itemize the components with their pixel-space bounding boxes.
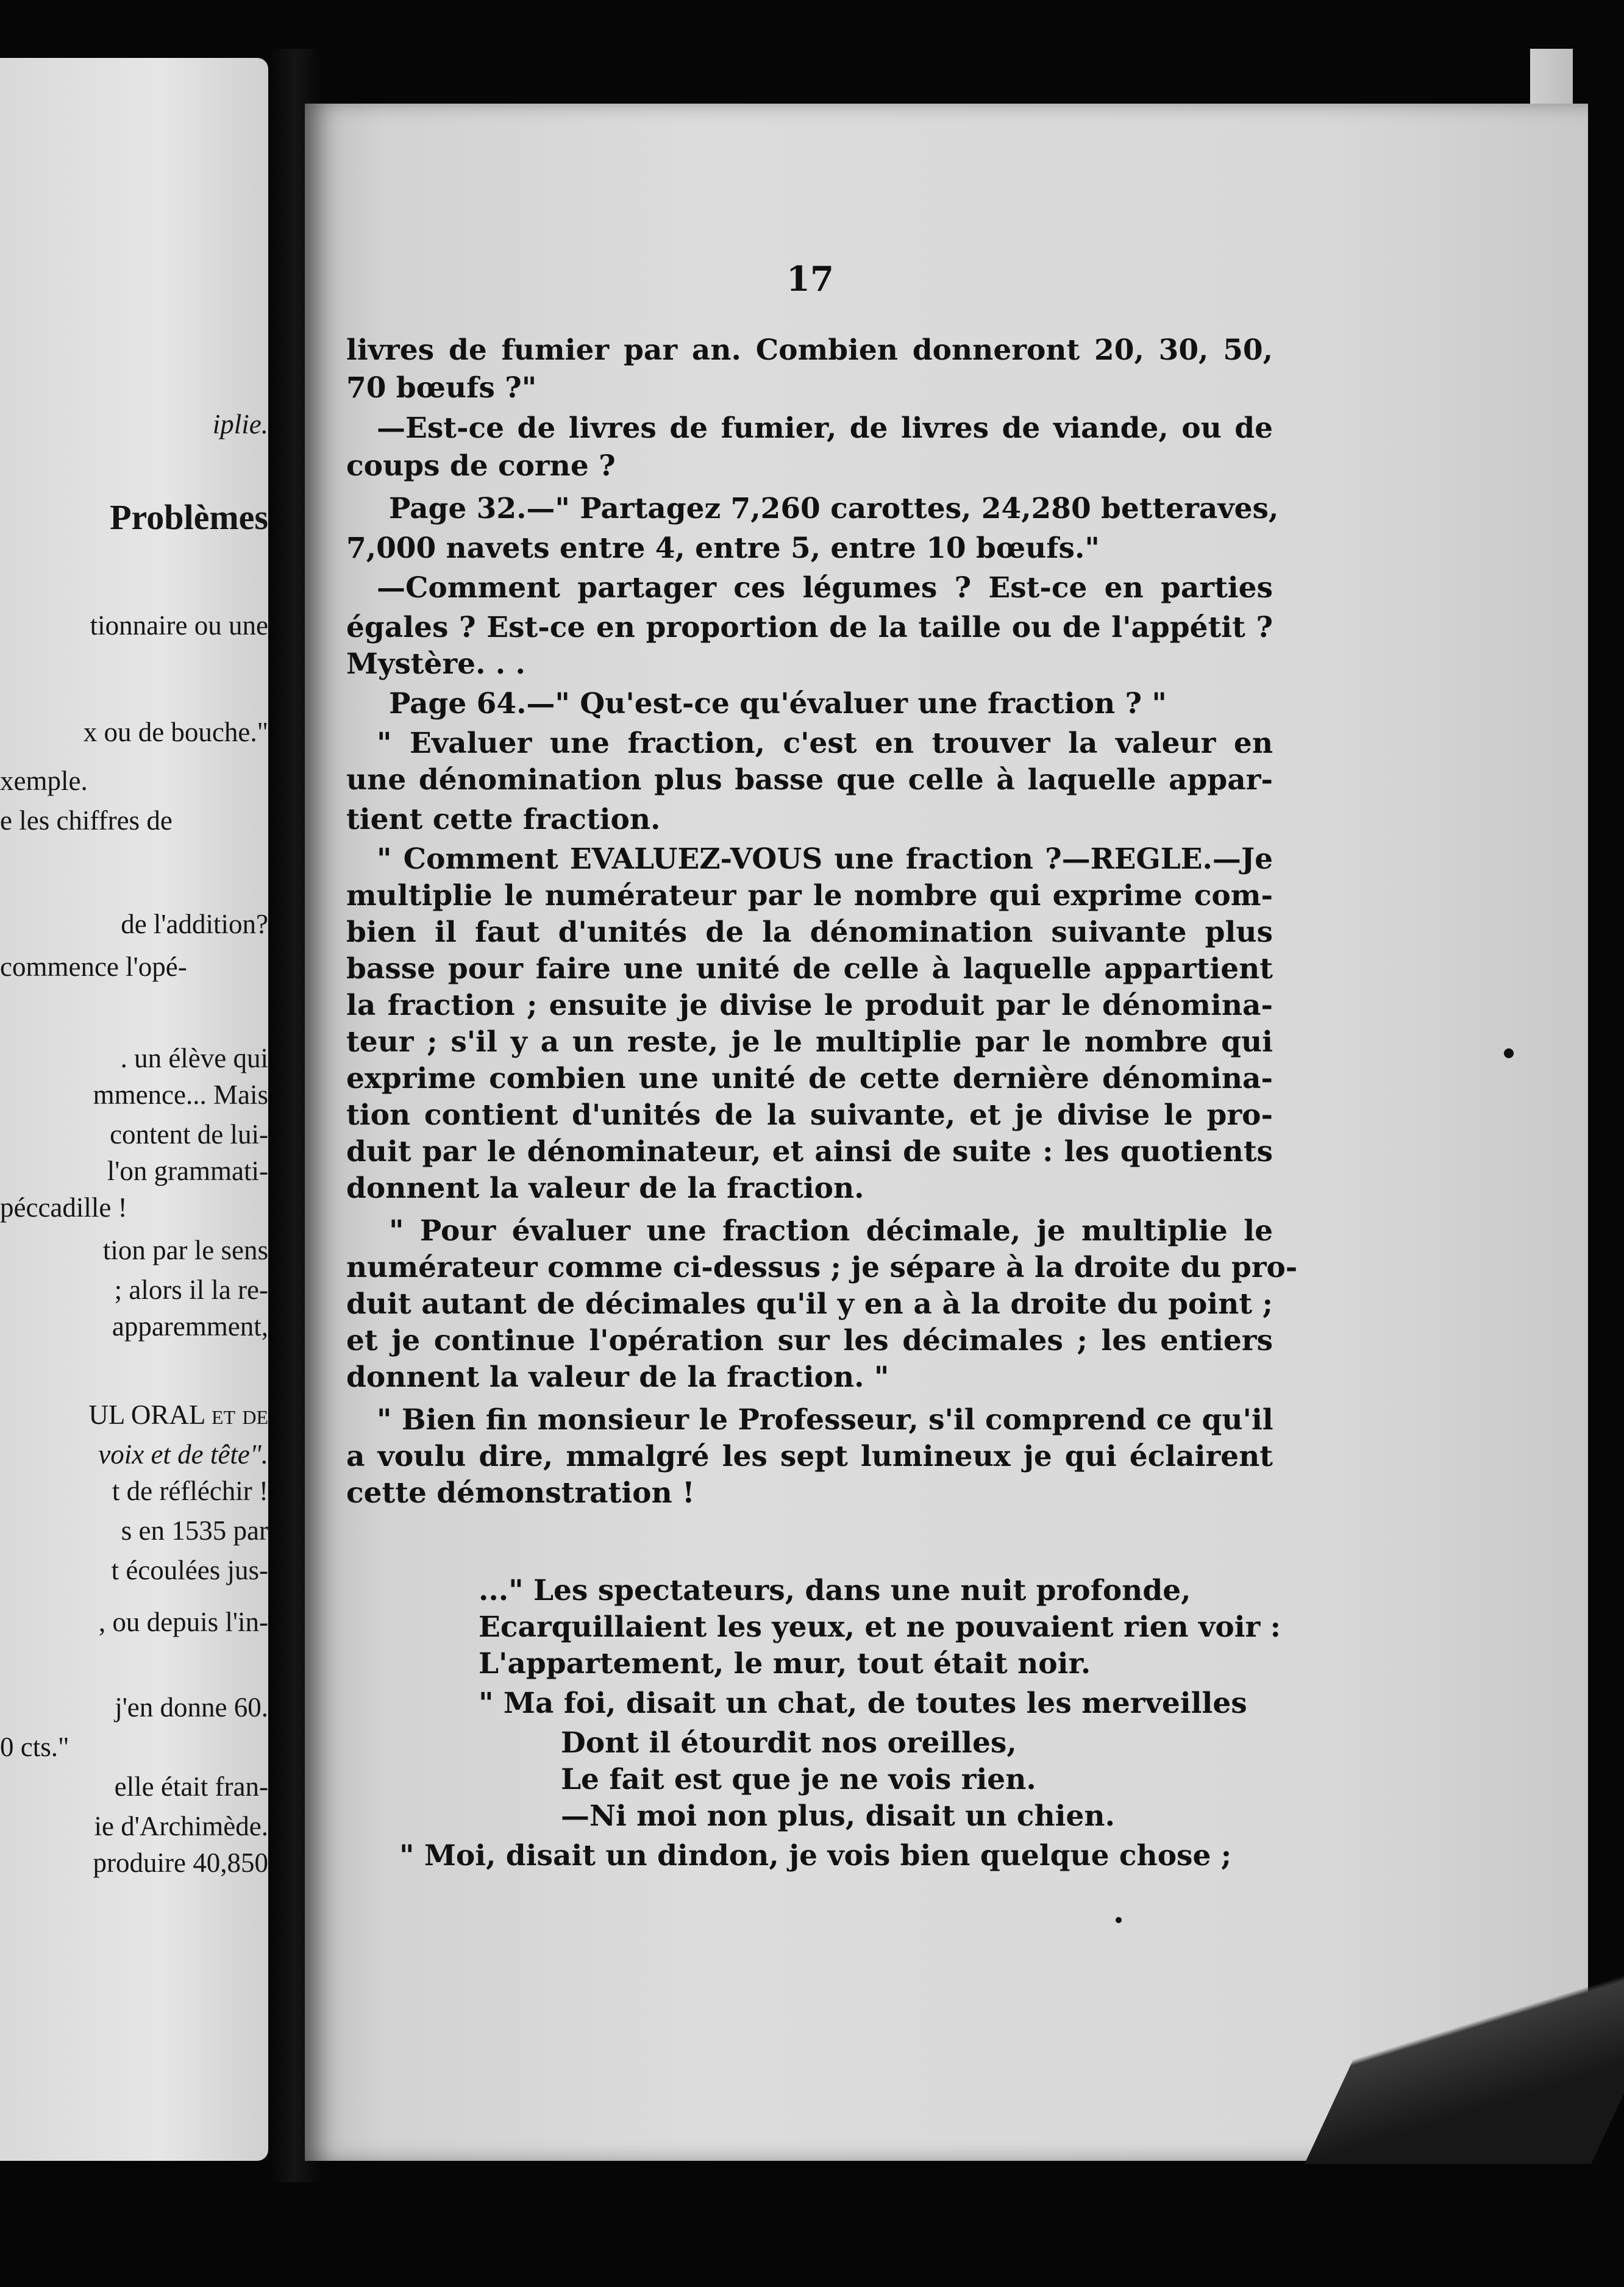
- body-line: " Bien fin monsieur le Professeur, s'il comprend ce qu'il: [377, 1403, 1273, 1437]
- left-line: l'on grammati-: [107, 1156, 268, 1186]
- left-line: , ou depuis l'in-: [98, 1607, 268, 1637]
- left-line: xemple.: [0, 766, 88, 796]
- body-line: exprime combien une unité de cette dernière dénomina-: [346, 1062, 1273, 1095]
- body-line: cette démonstration !: [346, 1476, 695, 1510]
- verse-line: " Ma foi, disait un chat, de toutes les merveilles: [479, 1687, 1247, 1720]
- body-line: " Pour évaluer une fraction décimale, je multiplie le: [389, 1214, 1273, 1248]
- body-line: donnent la valeur de la fraction.: [346, 1172, 864, 1205]
- left-line: apparemment,: [112, 1311, 268, 1342]
- body-line: tion contient d'unités de la suivante, et je divise le pro-: [346, 1098, 1273, 1132]
- ink-speck: [1116, 1917, 1122, 1923]
- left-line: UL ORAL et de: [88, 1400, 268, 1430]
- page-number: 17: [786, 259, 834, 299]
- body-line: une dénomination plus basse que celle à laquelle appar-: [346, 763, 1273, 797]
- verse-line: ..." Les spectateurs, dans une nuit profonde,: [479, 1574, 1191, 1607]
- body-line: " Evaluer une fraction, c'est en trouver la valeur en: [377, 727, 1273, 760]
- body-line: duit autant de décimales qu'il y en a à la droite du point ;: [346, 1287, 1273, 1321]
- body-line: multiplie le numérateur par le nombre qui exprime com-: [346, 879, 1273, 912]
- body-line: basse pour faire une unité de celle à laquelle appartient: [346, 952, 1273, 986]
- body-line: Page 32.—" Partagez 7,260 carottes, 24,280 betteraves,: [389, 492, 1279, 525]
- left-line: tionnaire ou une: [90, 610, 268, 641]
- left-line: de l'addition?: [121, 909, 268, 939]
- body-line: et je continue l'opération sur les décimales ; les entiers: [346, 1324, 1273, 1357]
- left-line: t de réfléchir !: [112, 1476, 268, 1506]
- body-line: Mystère. . .: [346, 647, 525, 681]
- body-line: coups de corne ?: [346, 449, 616, 483]
- left-heading: Problèmes: [110, 497, 268, 537]
- left-line: content de lui-: [110, 1119, 268, 1150]
- verse-line: —Ni moi non plus, disait un chien.: [561, 1799, 1115, 1833]
- body-line: numérateur comme ci-dessus ; je sépare à la droite du pro-: [346, 1251, 1298, 1284]
- body-line: duit par le dénominateur, et ainsi de suite : les quotients: [346, 1135, 1273, 1168]
- body-line: Page 64.—" Qu'est-ce qu'évaluer une fraction ? ": [389, 687, 1167, 720]
- body-line: 70 bœufs ?": [346, 371, 537, 405]
- left-line: elle était fran-: [114, 1771, 268, 1802]
- left-line: produire 40,850: [93, 1848, 268, 1878]
- left-line: voix et de tête".: [98, 1439, 268, 1470]
- left-line: mmence... Mais: [93, 1079, 268, 1110]
- verse-line: Le fait est que je ne vois rien.: [561, 1763, 1036, 1796]
- left-line: 0 cts.": [0, 1732, 69, 1762]
- left-line: . un élève qui: [120, 1043, 268, 1073]
- left-facing-page: [0, 58, 268, 2161]
- body-line: —Est-ce de livres de fumier, de livres de viande, ou de: [377, 411, 1273, 445]
- left-line: péccadille !: [0, 1192, 127, 1223]
- body-line: la fraction ; ensuite je divise le produit par le dénomina-: [346, 989, 1273, 1022]
- left-line: s en 1535 par: [121, 1515, 268, 1546]
- body-line: —Comment partager ces légumes ? Est-ce en parties: [377, 571, 1273, 605]
- left-line: j'en donne 60.: [115, 1692, 268, 1723]
- body-line: teur ; s'il y a un reste, je le multiplie par le nombre qui: [346, 1025, 1273, 1059]
- body-line: " Comment EVALUEZ-VOUS une fraction ?—REGLE.—Je: [377, 842, 1273, 876]
- left-line: commence l'opé-: [0, 951, 187, 982]
- left-line: t écoulées jus-: [111, 1555, 268, 1585]
- left-line: ie d'Archimède.: [94, 1811, 268, 1841]
- body-line: donnent la valeur de la fraction. ": [346, 1360, 889, 1394]
- left-line: ; alors il la re-: [114, 1275, 268, 1305]
- body-line: livres de fumier par an. Combien donneront 20, 30, 50,: [346, 333, 1273, 367]
- verse-line: Dont il étourdit nos oreilles,: [561, 1726, 1017, 1760]
- ink-speck: [1504, 1048, 1514, 1058]
- body-line: a voulu dire, mmalgré les sept lumineux je qui éclairent: [346, 1440, 1273, 1473]
- body-line: 7,000 navets entre 4, entre 5, entre 10 bœufs.": [346, 532, 1100, 565]
- left-line: iplie.: [212, 409, 268, 439]
- verse-line: Ecarquillaient les yeux, et ne pouvaient rien voir :: [479, 1610, 1281, 1644]
- body-line: égales ? Est-ce en proportion de la taille ou de l'appétit ?: [346, 611, 1273, 644]
- left-line: x ou de bouche.": [83, 717, 268, 747]
- left-line: e les chiffres de: [0, 805, 173, 836]
- verse-line: " Moi, disait un dindon, je vois bien quelque chose ;: [399, 1839, 1232, 1873]
- body-line: bien il faut d'unités de la dénomination suivante plus: [346, 916, 1273, 949]
- body-line: tient cette fraction.: [346, 803, 661, 836]
- verse-line: L'appartement, le mur, tout était noir.: [479, 1647, 1091, 1681]
- left-line: tion par le sens: [102, 1235, 268, 1265]
